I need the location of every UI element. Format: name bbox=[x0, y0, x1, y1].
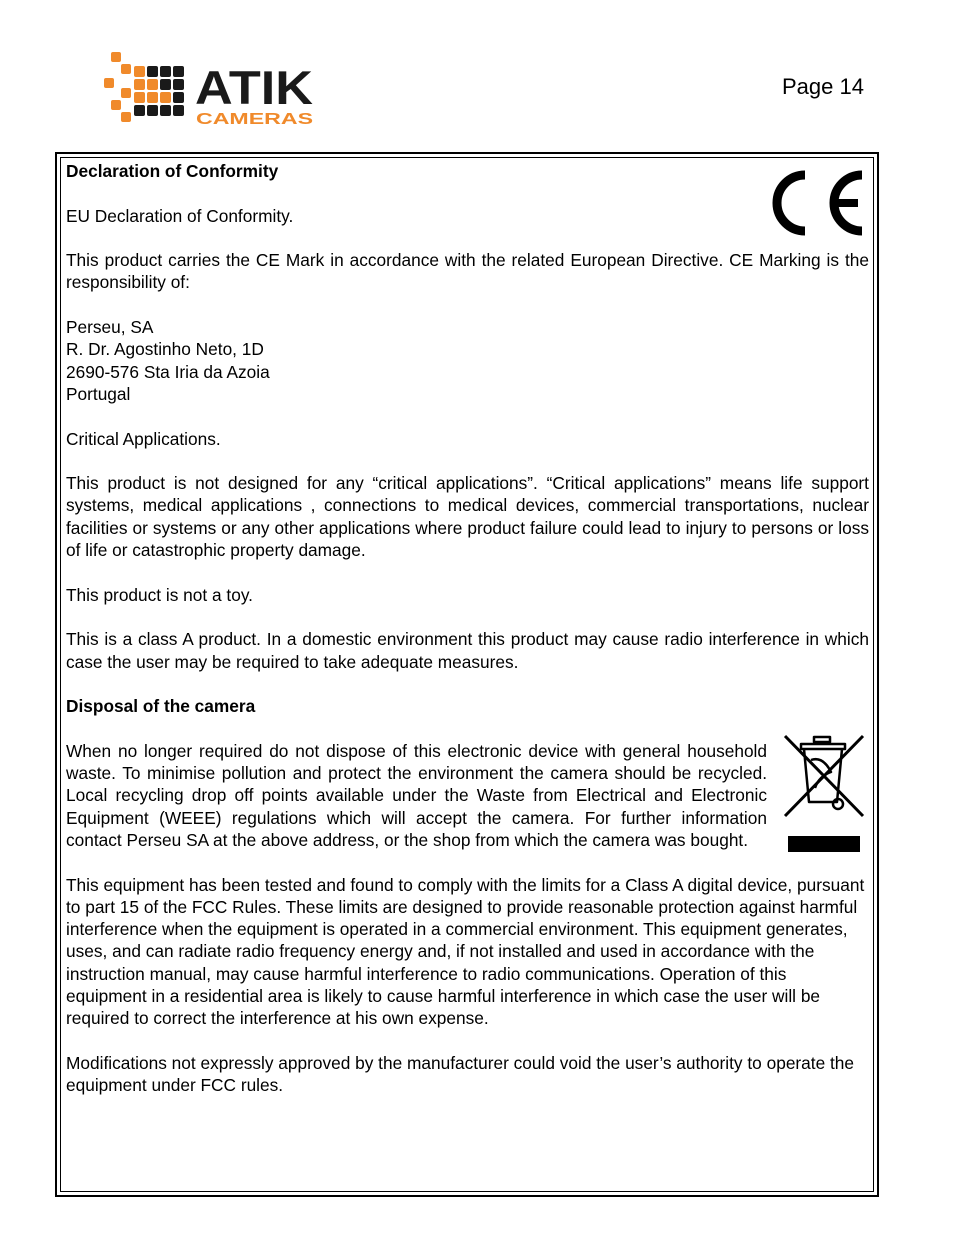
logo-wordmark: ATIK bbox=[195, 61, 314, 114]
critical-applications-paragraph: This product is not designed for any “critical applications”. “Critical applications” means life support systems, medical applications , connections to medical devices, commercial transportations, nuclear facilities or systems or any other applications where product failure could lead to injury to persons or loss of life or catastrophic property damage. bbox=[66, 473, 869, 561]
not-a-toy-text: This product is not a toy. bbox=[66, 584, 253, 605]
address-line: R. Dr. Agostinho Neto, 1D bbox=[66, 339, 264, 360]
critical-applications-heading: Critical Applications. bbox=[66, 428, 221, 449]
ce-paragraph: This product carries the CE Mark in accordance with the related European Directive. CE Marking is the responsibility of: bbox=[66, 250, 869, 293]
address-line: Portugal bbox=[66, 383, 131, 404]
address-line: Perseu, SA bbox=[66, 317, 154, 338]
fcc-paragraph: This equipment has been tested and found to comply with the limits for a Class A digital device, pursuant to part 15 of the FCC Rules. These limits are designed to provide reasonable protection against harmful interference when the equipment is operated in a commercial environment. This equipment generates, uses, and can radiate radio frequency energy and, if not installed and used in accordance with the instruction manual, may cause harmful interference to radio communications. Operation of this equipment in a residential area is likely to cause harmful interference in which case the user will be required to correct the interference at his own expense. bbox=[66, 874, 865, 1029]
logo-subtitle: CAMERAS bbox=[196, 111, 314, 128]
modifications-paragraph: Modifications not expressly approved by the manufacturer could void the user’s authority to operate the equipment under FCC rules. bbox=[66, 1052, 855, 1096]
logo-squares bbox=[104, 52, 184, 122]
document-body bbox=[66, 160, 869, 1119]
address-block bbox=[66, 316, 869, 405]
disposal-paragraph: When no longer required do not dispose of this electronic device with general household waste. To minimise pollution and protect the environment the camera should be recycled. Local recycling drop off points available under the Waste from Electrical and Electronic Equipment (WEEE) regulations which will accept the camera. For further information contact Perseu SA at the above address, or the shop from which the camera was bought. bbox=[66, 740, 767, 850]
page-number: Page 14 bbox=[782, 74, 864, 99]
address-line: 2690-576 Sta Iria da Azoia bbox=[66, 361, 270, 382]
disposal-heading: Disposal of the camera bbox=[66, 696, 256, 717]
declaration-heading: Declaration of Conformity bbox=[66, 161, 279, 181]
atik-cameras-logo bbox=[104, 52, 319, 128]
eu-declaration-text: EU Declaration of Conformity. bbox=[66, 205, 294, 226]
class-a-paragraph: This is a class A product. In a domestic environment this product may cause radio interference in which case the user may be required to take adequate measures. bbox=[66, 629, 869, 672]
